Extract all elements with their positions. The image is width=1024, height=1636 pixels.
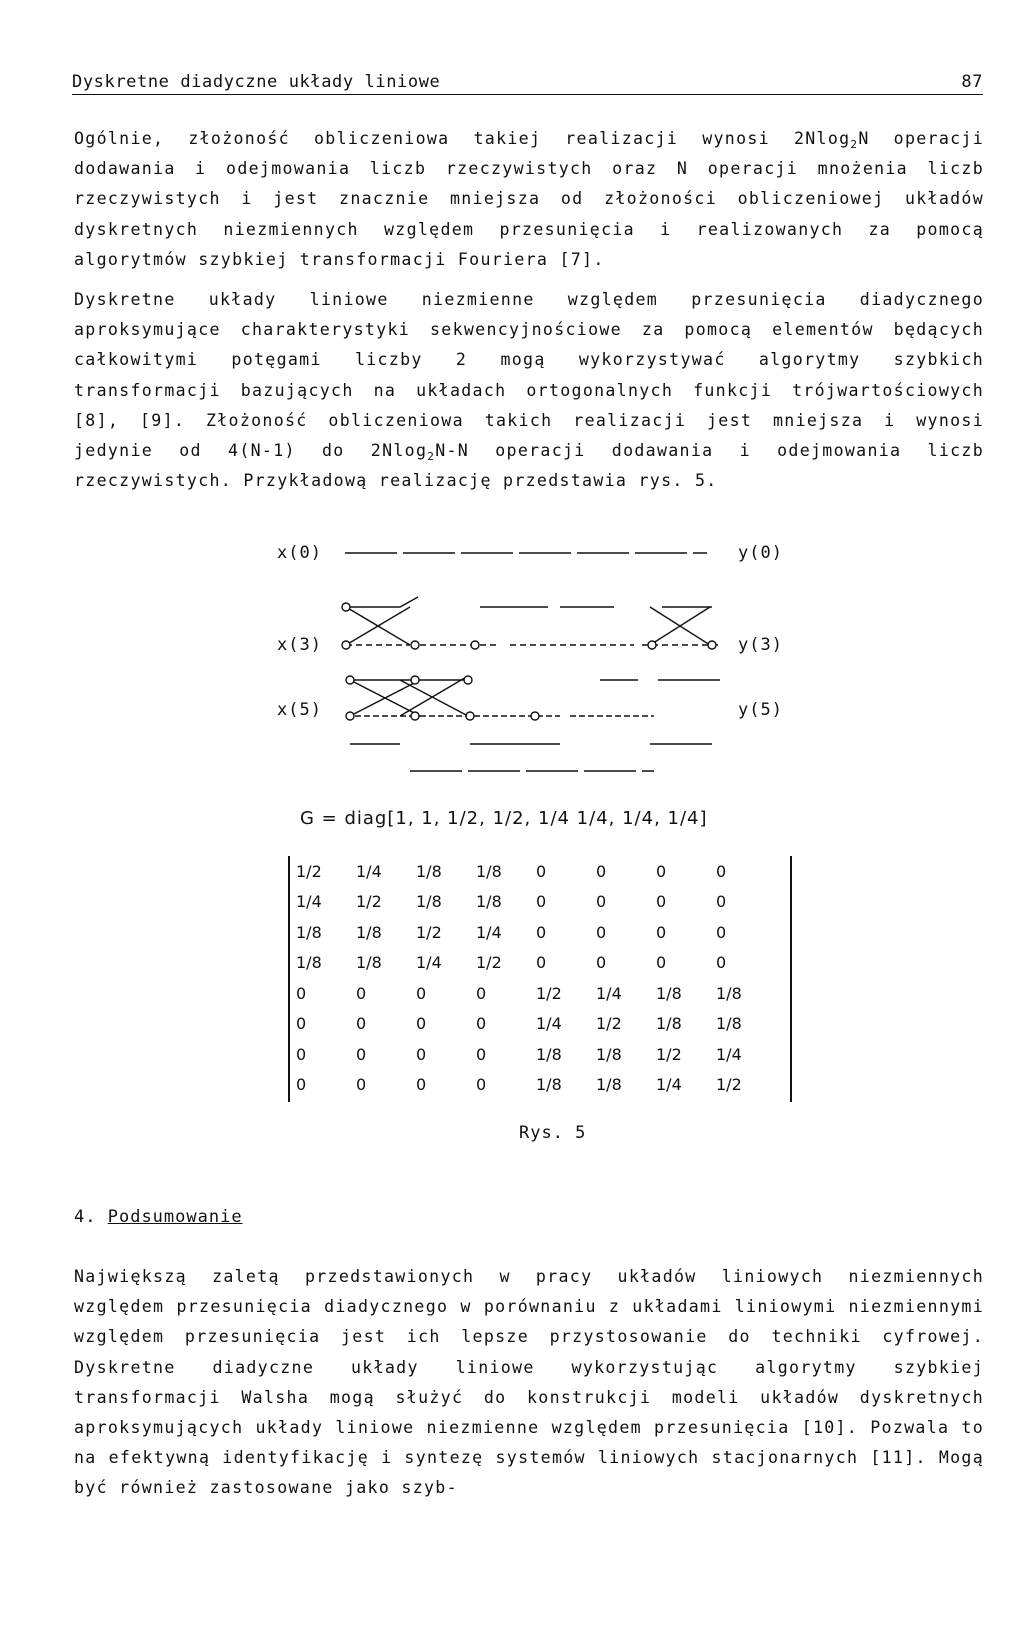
matrix-cell: 1/2 xyxy=(476,953,502,973)
matrix-cell: 0 xyxy=(596,953,607,973)
matrix-cell: 0 xyxy=(416,1044,427,1064)
node xyxy=(708,641,716,649)
matrix-cell: 1/4 xyxy=(296,892,322,912)
input-label-x3: x(3) xyxy=(277,635,322,655)
output-label-y3: y(3) xyxy=(738,635,783,655)
matrix-cell: 1/8 xyxy=(476,892,502,912)
matrix-cell: 0 xyxy=(356,983,367,1003)
matrix-cell: 1/8 xyxy=(356,922,382,942)
matrix-cell: 0 xyxy=(296,1075,307,1095)
section-number: 4. xyxy=(74,1207,97,1227)
matrix-cell: 0 xyxy=(416,1075,427,1095)
matrix-cell: 1/2 xyxy=(296,861,322,881)
node xyxy=(464,676,472,684)
matrix-row xyxy=(296,1039,776,1070)
matrix-cell: 0 xyxy=(476,1014,487,1034)
output-label-y5: y(5) xyxy=(738,700,783,720)
g-matrix xyxy=(288,856,792,1102)
matrix-cell: 0 xyxy=(716,861,727,881)
matrix-cell: 1/8 xyxy=(416,892,442,912)
node xyxy=(346,676,354,684)
matrix-cell: 1/2 xyxy=(716,1075,742,1095)
matrix-cell: 0 xyxy=(356,1075,367,1095)
matrix-row xyxy=(296,1009,776,1040)
matrix-cell: 0 xyxy=(536,861,547,881)
matrix-cell: 1/2 xyxy=(596,1014,622,1034)
matrix-row xyxy=(296,917,776,948)
node xyxy=(411,676,419,684)
paragraph-text: Dyskretne układy liniowe niezmienne względem przesunięcia diadycznego aproksymujące charakterystyki sekwencyjnościowe za pomocą elementów będących całkowitymi potęgami liczby 2 mogą wykorzystywać algorytmy szybkich transformacji bazujących na układach ortogonalnych funkcji trójwartościowych [8], [9]. Złożoność obliczeniowa takich realizacji jest mniejsza i wynosi jedynie od 4(N-1) do 2Nlog xyxy=(74,290,984,461)
matrix-cell: 0 xyxy=(476,1044,487,1064)
input-label-x0: x(0) xyxy=(277,543,322,563)
running-title: Dyskretne diadyczne układy liniowe xyxy=(72,72,441,92)
paragraph-text: Ogólnie, złożoność obliczeniowa takiej realizacji wynosi 2Nlog xyxy=(74,129,851,148)
matrix-cell: 0 xyxy=(536,892,547,912)
g-diagonal-formula: G = diag[1, 1, 1/2, 1/2, 1/4 1/4, 1/4, 1/4] xyxy=(300,808,708,829)
matrix-table xyxy=(296,856,776,1100)
matrix-cell: 1/2 xyxy=(536,983,562,1003)
matrix-cell: 1/8 xyxy=(656,983,682,1003)
page-number: 87 xyxy=(961,72,983,92)
matrix-cell: 1/8 xyxy=(296,922,322,942)
matrix-cell: 0 xyxy=(656,861,667,881)
matrix-cell: 0 xyxy=(656,953,667,973)
matrix-row xyxy=(296,887,776,918)
matrix-cell: 0 xyxy=(356,1044,367,1064)
matrix-cell: 1/4 xyxy=(716,1044,742,1064)
matrix-row xyxy=(296,1070,776,1101)
matrix-cell: 0 xyxy=(596,892,607,912)
matrix-cell: 1/8 xyxy=(596,1044,622,1064)
paragraph-summary: Największą zaletą przedstawionych w pracy układów liniowych niezmiennych względem przesunięcia diadycznego w porównaniu z układami liniowymi niezmiennymi względem przesunięcia jest ich lepsze przystosowanie do techniki cyfrowej. Dyskretne diadyczne układy liniowe wykorzystując algorytmy szybkiej transformacji Walsha mogą służyć do konstrukcji modeli układów dyskretnych aproksymujących układy liniowe niezmienne względem przesunięcia [10]. Pozwala to na efektywną identyfikację i syntezę systemów liniowych stacjonarnych [11]. Mogą być również zastosowane jako szyb- xyxy=(74,1267,984,1498)
matrix-cell: 1/8 xyxy=(716,1014,742,1034)
matrix-cell: 0 xyxy=(656,922,667,942)
matrix-cell: 1/8 xyxy=(596,1075,622,1095)
matrix-cell: 1/4 xyxy=(536,1014,562,1034)
matrix-row xyxy=(296,978,776,1009)
node xyxy=(342,641,350,649)
matrix-cell: 1/8 xyxy=(536,1075,562,1095)
matrix-cell: 1/8 xyxy=(356,953,382,973)
flow-graph-diagram xyxy=(0,0,1024,800)
matrix-cell: 1/8 xyxy=(476,861,502,881)
matrix-cell: 0 xyxy=(416,1014,427,1034)
matrix-cell: 1/4 xyxy=(476,922,502,942)
matrix-cell: 1/2 xyxy=(416,922,442,942)
matrix-cell: 0 xyxy=(536,922,547,942)
butterfly-left-row3 xyxy=(346,607,410,645)
matrix-cell: 0 xyxy=(416,983,427,1003)
matrix-cell: 1/4 xyxy=(656,1075,682,1095)
node xyxy=(411,712,419,720)
output-label-y0: y(0) xyxy=(738,543,783,563)
butterfly-inner-row5 xyxy=(400,676,468,716)
matrix-row xyxy=(296,856,776,887)
matrix-cell: 0 xyxy=(296,983,307,1003)
matrix-cell: 0 xyxy=(296,1044,307,1064)
matrix-row xyxy=(296,948,776,979)
node xyxy=(342,603,350,611)
node xyxy=(466,712,474,720)
section-heading xyxy=(74,1207,243,1227)
matrix-cell: 0 xyxy=(596,861,607,881)
matrix-cell: 1/8 xyxy=(716,983,742,1003)
matrix-cell: 0 xyxy=(716,953,727,973)
matrix-cell: 1/4 xyxy=(596,983,622,1003)
butterfly-right-row3 xyxy=(650,607,710,645)
node xyxy=(531,712,539,720)
matrix-cell: 1/4 xyxy=(416,953,442,973)
matrix-cell: 1/8 xyxy=(416,861,442,881)
matrix-cell: 0 xyxy=(596,922,607,942)
matrix-cell: 1/8 xyxy=(296,953,322,973)
matrix-cell: 0 xyxy=(476,1075,487,1095)
matrix-cell: 0 xyxy=(356,1014,367,1034)
input-label-x5: x(5) xyxy=(277,700,322,720)
matrix-cell: 0 xyxy=(716,922,727,942)
paragraph-text: N-N operacji dodawania i odejmowania liczb rzeczywistych. Przykładową realizację przedstawia rys. 5. xyxy=(74,441,984,491)
matrix-cell: 1/8 xyxy=(656,1014,682,1034)
section-title: Podsumowanie xyxy=(107,1207,243,1227)
figure-caption: Rys. 5 xyxy=(519,1123,587,1143)
log-subscript: 2 xyxy=(427,450,436,464)
matrix-cell: 0 xyxy=(476,983,487,1003)
node xyxy=(411,641,419,649)
matrix-cell: 0 xyxy=(716,892,727,912)
matrix-cell: 1/2 xyxy=(656,1044,682,1064)
matrix-cell: 1/8 xyxy=(536,1044,562,1064)
node xyxy=(648,641,656,649)
matrix-cell: 0 xyxy=(656,892,667,912)
matrix-cell: 0 xyxy=(296,1014,307,1034)
branch-line xyxy=(346,597,418,607)
log-subscript: 2 xyxy=(850,138,859,151)
node xyxy=(471,641,479,649)
matrix-cell: 1/2 xyxy=(356,892,382,912)
matrix-cell: 0 xyxy=(536,953,547,973)
matrix-cell: 1/4 xyxy=(356,861,382,881)
paragraph-text: N operacji dodawania i odejmowania liczb rzeczywistych oraz N operacji mnożenia liczb rzeczywistych i jest znacznie mniejsza od złożoności obliczeniowej układów dyskretnych niezmiennych względem przesunięcia i realizowanych za pomocą algorytmów szybkiej transformacji Fouriera [7]. xyxy=(74,129,984,269)
node xyxy=(346,712,354,720)
